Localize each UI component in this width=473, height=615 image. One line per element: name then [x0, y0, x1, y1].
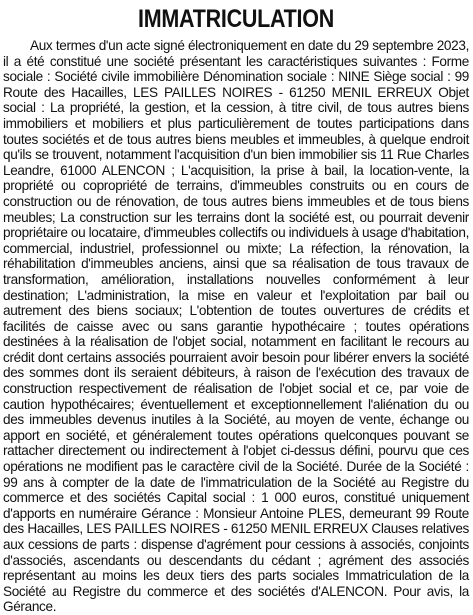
notice-body: Aux termes d'un acte signé électroniquement en date du 29 septembre 2023, il a été constitué une société présentant les caractéristiques suivantes : Forme sociale : Société civile immobilière Dénomination sociale : NINE Siège social : 99 Route des Hacailles, LES PAILLES NOIRES - 61250 MENIL ERREUX Objet social : La propriété, la gestion, et la cession, à titre civil, de tous autres biens immobiliers et mobiliers et plus particulièrement de toutes participations dans toutes sociétés et de tous autres biens meubles et immeubles, à quelque endroit qu'ils se trouvent, notamment l'acquisition d'un bien immobilier sis 11 Rue Charles Leandre, 61000 ALENCON ; L'acquisition, la prise à bail, la location-vente, la propriété ou copropriété de terrains, d'immeubles construits ou en cours de construction ou de rénovation, de tous autres biens immeubles et de tous biens meubles; La construction sur les terrains dont la société est, ou pourrait devenir propriétaire ou locataire, d'immeubles collectifs ou individuels à usage d'habitation, commercial, industriel, professionnel ou mixte; La réfection, la rénovation, la réhabilitation d'immeubles anciens, ainsi que sa réalisation de tous travaux de transformation, amélioration, installations nouvelles conformément à leur destination; L'administration, la mise en valeur et l'exploitation par bail ou autrement des biens sociaux; L'obtention de toutes ouvertures de crédits et facilités de caisse avec ou sans garantie hypothécaire ; toutes opérations destinées à la réalisation de l'objet social, notamment en facilitant le recours au crédit dont certains associés pourraient avoir besoin pour libérer envers la société des sommes dont ils seraient débiteurs, à raison de l'exécution des travaux de construction respectivement de réalisation de l'objet social et ce, par voie de caution hypothécaires; éventuellement et exceptionnellement l'aliénation du ou des immeubles devenus inutiles à la Société, au moyen de vente, échange ou apport en société, et généralement toutes opérations quelconques pouvant se rattacher directement ou indirectement à l'objet ci-dessus défini, pourvu que ces opérations ne modifient pas le caractère civil de la Société. Durée de la Société : 99 ans à compter de la date de l'immatriculation de la Société au Registre du commerce et des sociétés Capital social : 1 000 euros, constitué uniquement d'apports en numéraire Gérance : Monsieur Antoine PLES, demeurant 99 Route des Hacailles, LES PAILLES NOIRES - 61250 MENIL ERREUX Clauses relatives aux cessions de parts : dispense d'agrément pour cessions à associés, conjoints d'associés, ascendants ou descendants du cédant ; agrément des associés représentant au moins les deux tiers des parts sociales Immatriculation de la Société au Registre du commerce et des sociétés d'ALENCON. Pour avis, la Gérance.	[3, 38, 469, 615]
notice-title: IMMATRICULATION	[138, 5, 334, 33]
